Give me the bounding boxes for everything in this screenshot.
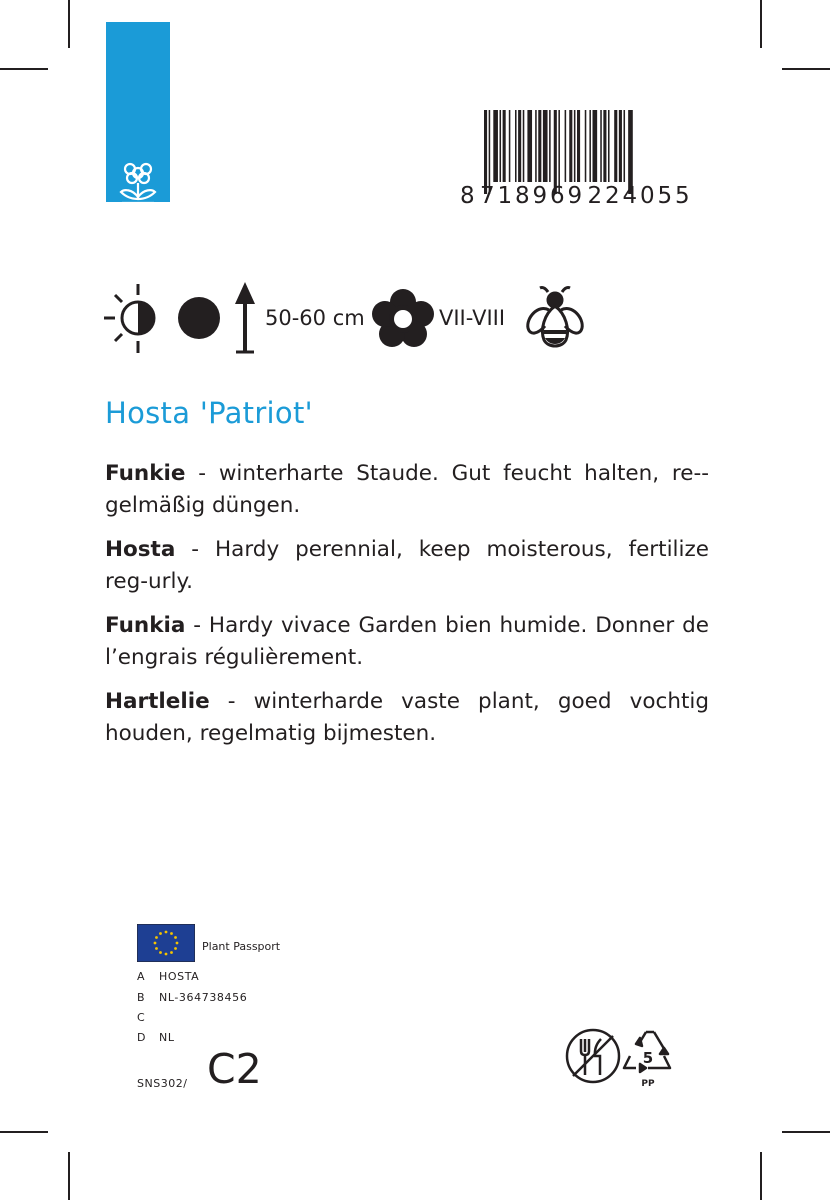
barcode-digit: 7 <box>480 183 498 209</box>
eu-star <box>174 947 177 950</box>
crop-mark <box>68 0 70 48</box>
description-nl <box>105 686 709 750</box>
barcode-bar <box>518 110 521 182</box>
flowering-label: VII-VIII <box>439 306 506 330</box>
barcode-bar <box>509 110 511 182</box>
barcode-bar <box>603 110 606 182</box>
barcode-bar <box>554 110 557 194</box>
barcode-bar <box>589 110 591 182</box>
bee-icon <box>522 284 588 354</box>
barcode-bar <box>614 110 617 182</box>
barcode-bar <box>535 110 537 182</box>
passport-row-letter: A <box>137 970 146 983</box>
eu-star <box>155 936 158 939</box>
eu-star <box>170 951 173 954</box>
eu-star <box>155 947 158 950</box>
recycle-material: PP <box>641 1079 655 1089</box>
barcode-digit: 8 <box>460 183 478 209</box>
size-code: C2 <box>207 1045 262 1093</box>
barcode-digit: 6 <box>550 183 568 209</box>
crop-mark <box>760 1152 762 1200</box>
crop-mark <box>68 1152 70 1200</box>
passport-row-value: NL <box>159 1031 175 1044</box>
barcode-bar <box>574 110 576 182</box>
product-title: Hosta 'Patriot' <box>105 396 313 430</box>
barcode-digit: 4 <box>622 183 641 209</box>
barcode-bar <box>558 110 560 194</box>
passport-row-letter: D <box>137 1031 147 1044</box>
description-name: Hosta <box>105 537 176 562</box>
care-icons-row <box>104 280 604 360</box>
crop-mark <box>782 1131 830 1133</box>
barcode-digit: 9 <box>532 183 551 209</box>
barcode-bar <box>608 110 610 182</box>
barcode-digits <box>460 183 710 213</box>
barcode-bar <box>565 110 567 182</box>
passport-row <box>137 1011 159 1024</box>
description-de <box>105 458 709 522</box>
barcode-bar <box>593 110 598 182</box>
barcode-bar <box>503 110 506 182</box>
crop-mark <box>760 0 762 48</box>
barcode-bar <box>628 110 633 194</box>
barcode-bar <box>619 110 622 182</box>
recycle-number: 5 <box>642 1049 654 1067</box>
barcode-digit: 8 <box>515 183 533 209</box>
eu-star <box>154 942 157 945</box>
eu-star <box>176 942 179 945</box>
barcode-bar <box>489 110 491 194</box>
barcode <box>460 110 710 210</box>
eu-flag-icon <box>137 924 195 962</box>
passport-row-letter: B <box>137 991 146 1004</box>
barcode-bar <box>569 110 572 182</box>
height-arrow-icon <box>232 280 258 356</box>
barcode-bar <box>543 110 548 182</box>
eu-star <box>165 953 168 956</box>
barcode-digit: 5 <box>657 183 676 209</box>
barcode-bar <box>523 110 525 182</box>
crop-mark <box>782 68 830 70</box>
not-food-safe-icon <box>567 1030 619 1082</box>
barcode-bar <box>624 110 626 182</box>
passport-row <box>137 1031 175 1044</box>
barcode-digit: 1 <box>497 183 516 209</box>
brand-tab <box>106 22 170 202</box>
eu-star <box>170 932 173 935</box>
eu-star <box>159 951 162 954</box>
description-name: Funkie <box>105 461 186 486</box>
eu-star <box>174 936 177 939</box>
recycling-symbols <box>560 1024 682 1094</box>
crop-mark <box>0 1131 48 1133</box>
description-text: - Hardy vivace Garden bien humide. Donner de l’engrais régulièrement. <box>105 613 709 670</box>
passport-row <box>137 991 247 1004</box>
barcode-digit: 5 <box>675 183 693 209</box>
barcode-digit: 2 <box>587 183 606 209</box>
barcode-digit: 9 <box>567 183 586 209</box>
barcode-bar <box>600 110 602 182</box>
barcode-bar <box>493 110 498 182</box>
barcode-bar <box>585 110 587 182</box>
barcode-digit: 2 <box>605 183 623 209</box>
passport-row <box>137 970 199 983</box>
passport-row-letter: C <box>137 1011 146 1024</box>
crop-mark <box>0 68 48 70</box>
description-en <box>105 534 709 598</box>
description-name: Funkia <box>105 613 186 638</box>
plant-passport-title: Plant Passport <box>202 940 281 953</box>
full-shade-icon <box>176 295 222 341</box>
eu-star <box>165 931 168 934</box>
barcode-bar <box>500 110 502 182</box>
barcode-bar <box>527 110 532 182</box>
half-sun-icon <box>104 280 166 356</box>
barcode-bar <box>538 110 541 182</box>
passport-row-value: NL-364738456 <box>159 991 248 1004</box>
barcode-bar <box>577 110 580 182</box>
brand-flower-icon <box>118 159 158 215</box>
barcode-bar <box>515 110 517 182</box>
passport-row-value: HOSTA <box>159 970 200 983</box>
article-code: SNS302/ <box>137 1077 188 1090</box>
eu-star <box>159 932 162 935</box>
barcode-digit: 0 <box>640 183 658 209</box>
flower-icon <box>372 288 434 348</box>
height-label: 50-60 cm <box>265 306 365 330</box>
description-text: - winterharte Staude. Gut feucht halten, re-gelmäßig düngen. <box>105 461 709 518</box>
barcode-bar <box>549 110 551 182</box>
description-text: - winterharde vaste plant, goed vochtig houden, regelmatig bijmesten. <box>105 689 709 746</box>
description-fr <box>105 610 709 674</box>
description-name: Hartlelie <box>105 689 210 714</box>
barcode-bar <box>484 110 487 194</box>
description-block <box>105 458 709 762</box>
description-text: - Hardy perennial, keep moisterous, fertilize reg-urly. <box>105 537 709 594</box>
